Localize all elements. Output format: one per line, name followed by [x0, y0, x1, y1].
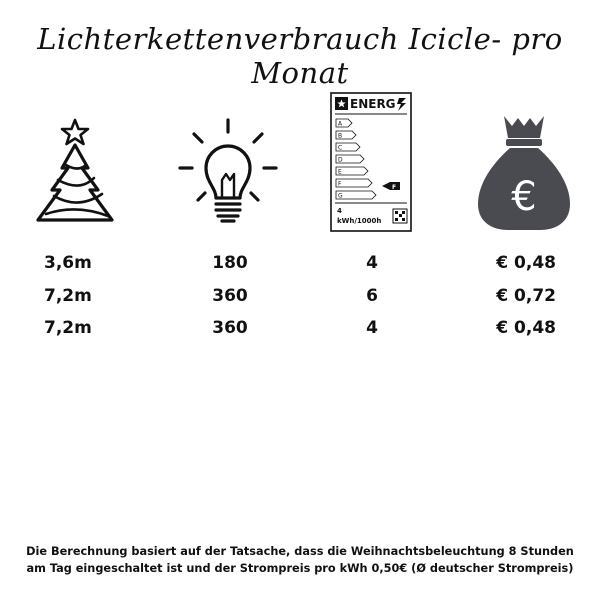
energy-class-letter: B [338, 132, 343, 140]
energy-label-value: 4 [337, 207, 342, 215]
energy-class-letter: G [338, 192, 343, 200]
cost-value: € 0,48 [496, 318, 556, 338]
led-count-value: 360 [212, 318, 248, 338]
light-bulb-icon [178, 118, 278, 230]
energy-class-e [336, 167, 368, 176]
footnote-line-2: am Tag eingeschaltet ist und der Strompreis pro kWh 0,50€ (Ø deutscher Strompreis) [26, 562, 574, 575]
length-value: 7,2m [44, 318, 92, 338]
page-title: Lichterkettenverbrauch Icicle- pro Monat [37, 22, 563, 90]
energy-class-d [336, 155, 364, 164]
kwh-value: 4 [366, 318, 378, 338]
christmas-tree-icon [28, 118, 122, 230]
led-count-value: 360 [212, 286, 248, 306]
money-bag-euro-icon [476, 112, 572, 232]
length-value: 3,6m [44, 253, 92, 273]
energy-label-heading: ENERG [350, 97, 396, 111]
energy-class-letter: A [338, 120, 343, 128]
table-row [0, 281, 600, 311]
footnote [10, 543, 590, 577]
euro-symbol: € [511, 174, 537, 220]
energy-class-g [336, 191, 376, 200]
energy-class-letter: E [338, 168, 342, 176]
energy-class-f [336, 179, 372, 188]
energy-label-icon [330, 92, 412, 232]
table-row [0, 313, 600, 343]
kwh-value: 4 [366, 253, 378, 273]
energy-class-letter: C [338, 144, 343, 152]
energy-class-letter: D [338, 156, 343, 164]
energy-class-c [336, 143, 360, 152]
energy-rating-letter: F [392, 184, 397, 191]
energy-class-b [336, 131, 356, 140]
energy-class-letter: F [338, 180, 342, 188]
footnote-line-1: Die Berechnung basiert auf der Tatsache, dass die Weihnachtsbeleuchtung 8 Stunden [26, 545, 574, 558]
kwh-value: 6 [366, 286, 378, 306]
cost-value: € 0,72 [496, 286, 556, 306]
table-row [0, 248, 600, 278]
cost-value: € 0,48 [496, 253, 556, 273]
led-count-value: 180 [212, 253, 248, 273]
length-value: 7,2m [44, 286, 92, 306]
energy-label-unit: kWh/1000h [337, 217, 382, 225]
